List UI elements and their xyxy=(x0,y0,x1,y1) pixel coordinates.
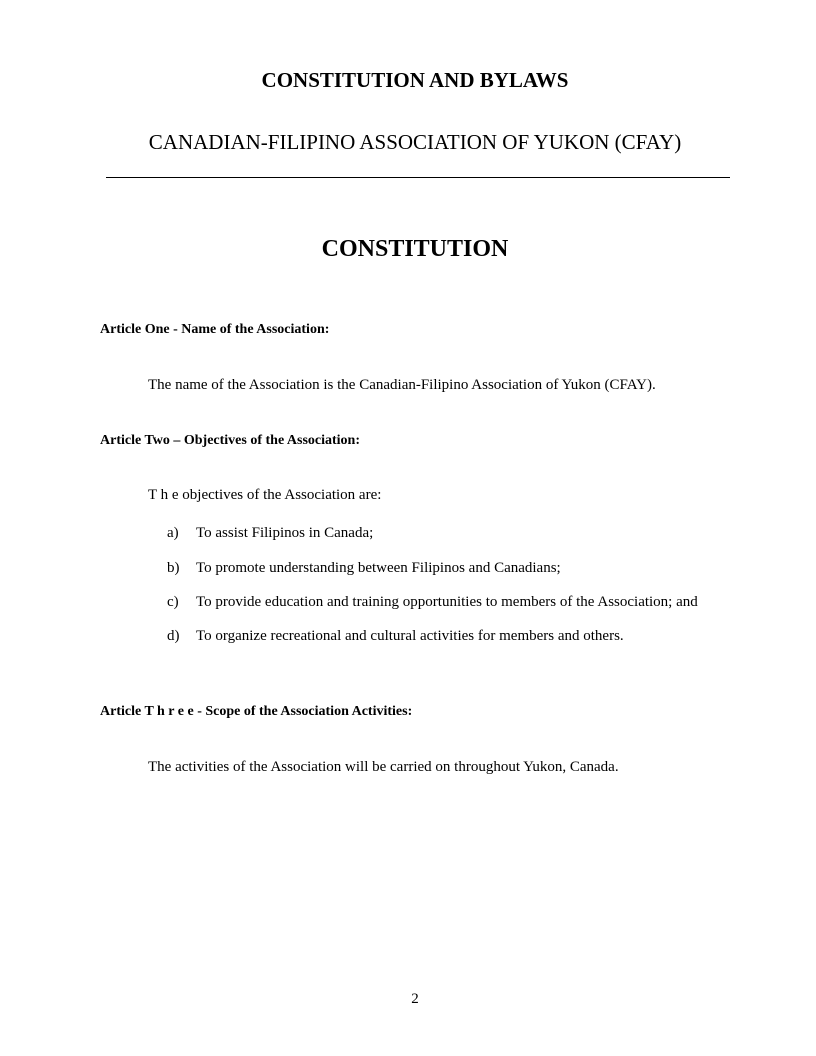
objective-letter: b) xyxy=(167,560,180,576)
header-divider xyxy=(106,177,730,178)
article-three-heading: Article T h r e e - Scope of the Association Activities: xyxy=(100,704,413,719)
article-one-heading: Article One - Name of the Association: xyxy=(100,322,330,337)
objective-text: To assist Filipinos in Canada; xyxy=(196,525,374,541)
section-title: CONSTITUTION xyxy=(321,236,509,262)
objective-text: To organize recreational and cultural activities for members and others. xyxy=(196,628,624,644)
article-two-heading: Article Two – Objectives of the Association: xyxy=(100,433,360,448)
page-number: 2 xyxy=(411,991,419,1007)
organization-title: CANADIAN-FILIPINO ASSOCIATION OF YUKON (CFAY) xyxy=(148,130,682,154)
objective-letter: d) xyxy=(167,628,180,644)
article-three-text: The activities of the Association will be carried on throughout Yukon, Canada. xyxy=(148,759,619,775)
objective-text: To provide education and training opportunities to members of the Association; and xyxy=(196,594,698,610)
article-one-text: The name of the Association is the Canadian-Filipino Association of Yukon (CFAY). xyxy=(148,377,656,393)
article-two-intro: T h e objectives of the Association are: xyxy=(148,487,382,503)
document-title: CONSTITUTION AND BYLAWS xyxy=(261,68,569,92)
objective-letter: c) xyxy=(167,594,179,610)
objective-text: To promote understanding between Filipinos and Canadians; xyxy=(196,560,561,576)
objective-letter: a) xyxy=(167,525,179,541)
